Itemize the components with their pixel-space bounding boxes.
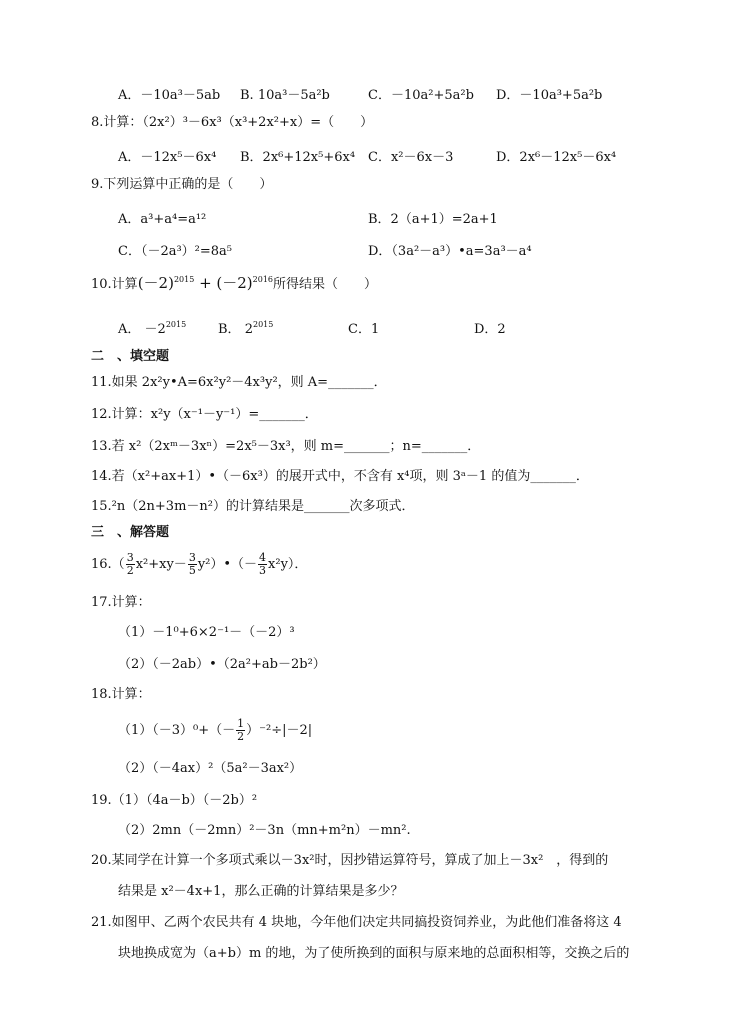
q10-base1: (－2) (137, 274, 174, 292)
q9-option-c: C．（－2a³）²=8a⁵ (118, 244, 233, 259)
q12: 12.计算：x²y（x⁻¹－y⁻¹）=_______． (91, 407, 318, 422)
q7-option-c: C．－10a²+5a²b (368, 88, 474, 103)
q16-prefix: 16.（ (91, 557, 125, 572)
q15: 15.²n（2n+3m－n²）的计算结果是_______次多项式． (91, 499, 415, 514)
q10-option-c: C．1 (348, 322, 380, 337)
q9-stem: 9.下列运算中正确的是（ ） (91, 177, 273, 192)
q16-f1-den: 2 (126, 564, 134, 577)
q16-fraction-2 (188, 552, 197, 577)
q8-option-b: B．2x⁶+12x⁵+6x⁴ (240, 150, 356, 165)
q8-option-d: D．2x⁶－12x⁵－6x⁴ (496, 150, 617, 165)
q10-suffix: 所得结果（ ） (273, 277, 378, 292)
q17-part1: （1）－1⁰+6×2⁻¹－（－2）³ (118, 625, 295, 640)
q18-frac-den: 2 (237, 730, 245, 743)
q9-option-d: D．（3a²－a³）•a=3a³－a⁴ (368, 244, 532, 259)
q7-option-d: D．－10a³+5a²b (496, 88, 603, 103)
q20-line2: 结果是 x²－4x+1，那么正确的计算结果是多少？ (118, 884, 404, 899)
q10-b-base: 2 (244, 322, 253, 337)
q20-line1: 20.某同学在计算一个多项式乘以－3x²时，因抄错运算符号，算成了加上－3x² ，得到的 (91, 853, 609, 868)
q11: 11.如果 2x²y•A=6x²y²－4x³y²，则 A=_______． (91, 375, 387, 390)
q19-part1: 19.（1）（4a－b）（－2b）² (91, 793, 258, 808)
q18-p1-prefix: （1）（－3）⁰+（－ (118, 723, 236, 738)
q21-line1: 21.如图甲、乙两个农民共有 4 块地，今年他们决定共同搞投资饲养业，为此他们准备将这 4 (91, 915, 622, 930)
q8-option-c: C．x²－6x－3 (368, 150, 454, 165)
q21-line2: 块地换成宽为（a+b）m 的地，为了使所换到的面积与原来地的总面积相等，交换之后的 (118, 946, 630, 961)
q16-f3-den: 3 (259, 564, 267, 577)
q16-suffix: x²y）． (268, 557, 308, 572)
q10-option-d: D．2 (474, 322, 506, 337)
q10-a-base: －2 (144, 322, 166, 337)
q10-exp2: 2016 (252, 275, 274, 284)
q7-option-a: A．－10a³－5ab (118, 88, 221, 103)
q18-part1 (118, 716, 312, 746)
q16-f1-num: 3 (126, 551, 134, 564)
q9-option-b: B．2（a+1）=2a+1 (368, 212, 498, 227)
q16-fraction-1 (126, 552, 135, 577)
q10-exp1: 2015 (173, 275, 195, 284)
q17-stem: 17.计算： (91, 595, 151, 610)
q19-part2: （2）2mn（－2mn）²－3n（mn+m²n）－mn². (118, 823, 411, 838)
q16-mid1: x²+xy－ (135, 557, 187, 572)
q10-b-label: B． (218, 322, 241, 337)
q16 (91, 550, 307, 580)
q9-option-a: A．a³+a⁴=a¹² (118, 212, 207, 227)
q10-stem (91, 274, 377, 294)
q17-part2: （2）（－2ab）•（2a²+ab－2b²） (118, 657, 326, 672)
q10-option-a (118, 318, 186, 337)
q16-f2-num: 3 (188, 551, 196, 564)
q16-mid2: y²）•（－ (197, 557, 258, 572)
q10-plus: + (194, 274, 217, 292)
q18-frac-num: 1 (237, 717, 245, 730)
q14: 14.若（x²+ax+1）•（－6x³）的展开式中，不含有 x⁴项，则 3ᵃ－1 的值为_______． (91, 469, 589, 484)
q10-base2: (－2) (216, 274, 253, 292)
q7-option-b: B. 10a³－5a²b (240, 88, 330, 103)
q16-fraction-3 (258, 552, 267, 577)
q18-part2: （2）（－4ax）²（5a²－3ax²） (118, 761, 303, 776)
section-fill-in-heading: 二 、填空题 (91, 349, 170, 364)
section-answer-heading: 三 、解答题 (91, 525, 170, 540)
q18-p1-suffix: ）⁻²÷|－2| (246, 723, 313, 738)
q18-stem: 18.计算： (91, 687, 151, 702)
q10-a-exp: 2015 (165, 320, 187, 329)
q18-fraction (236, 718, 245, 743)
q10-prefix: 10.计算 (91, 277, 138, 292)
q10-b-exp: 2015 (252, 320, 274, 329)
q13: 13.若 x²（2xᵐ－3xⁿ）=2x⁵－3x³，则 m=_______；n=_______． (91, 439, 481, 454)
q10-a-label: A． (118, 322, 141, 337)
q10-option-b (218, 318, 273, 337)
q16-f2-den: 5 (188, 564, 196, 577)
q8-option-a: A．－12x⁵－6x⁴ (118, 150, 217, 165)
q8-stem: 8.计算：（2x²）³－6x³（x³+2x²+x）=（ ） (91, 115, 374, 130)
q16-f3-num: 4 (259, 551, 267, 564)
